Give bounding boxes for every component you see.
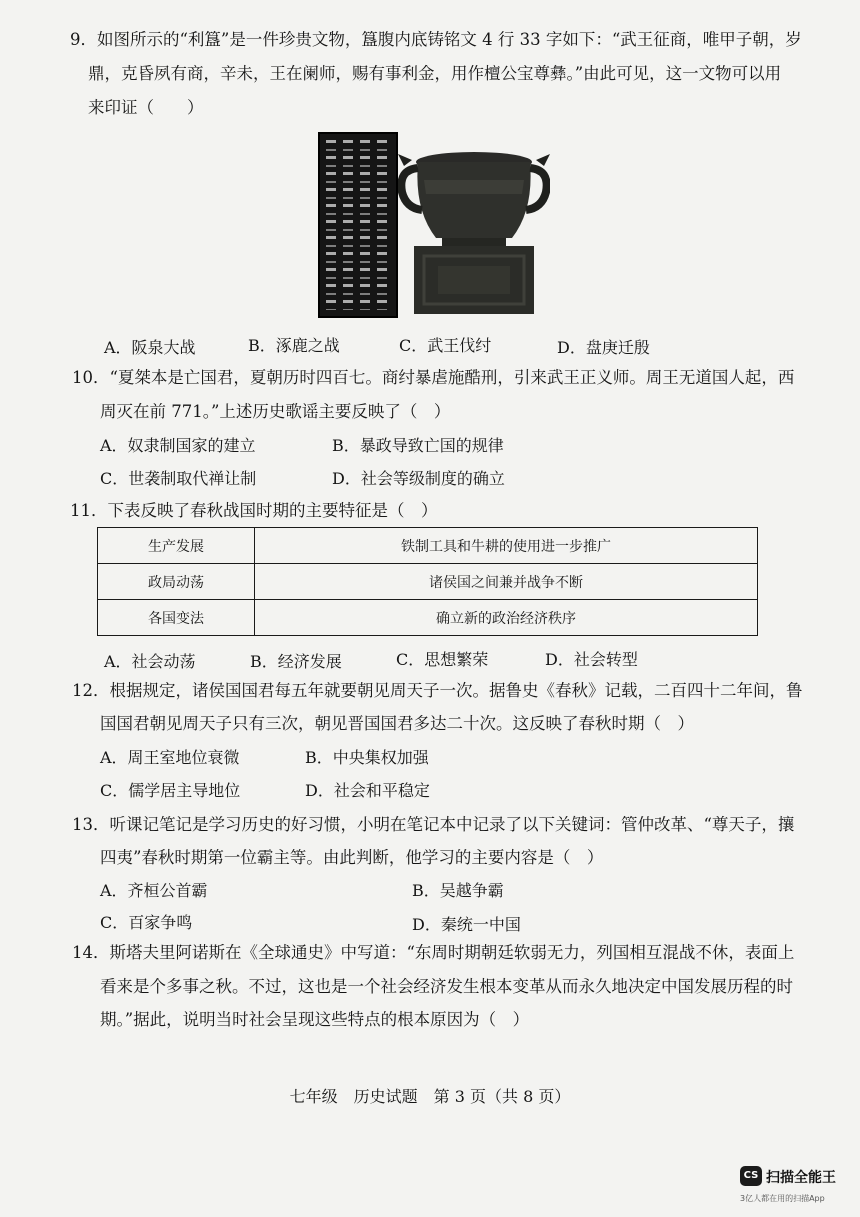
q10-option-c: C．世袭制取代禅让制 [100, 469, 257, 488]
q9-option-a: A．阪泉大战 [104, 338, 196, 357]
q12-option-a: A．周王室地位衰微 [100, 748, 240, 767]
q10-option-d: D．社会等级制度的确立 [332, 469, 505, 488]
inscription-rubbing-image [318, 132, 398, 318]
q9-option-b: B．涿鹿之战 [248, 336, 340, 355]
q10-line1: 10．“夏桀本是亡国君，夏朝历时四百七。商纣暴虐施酷刑，引来武王正义师。周王无道国人起，西 [72, 368, 795, 387]
li-gui-vessel-image [398, 150, 550, 316]
q13-option-a: A．齐桓公首霸 [100, 881, 208, 900]
q9-option-d: D．盘庚迁殷 [557, 338, 650, 357]
q9-line2: 鼎，克昏夙有商，辛未，王在阑师，赐有事利金，用作檀公宝尊彝。”由此可见，这一文物可以用 [88, 64, 782, 83]
q13-option-b: B．吴越争霸 [412, 881, 504, 900]
q14-line2: 看来是个多事之秋。不过，这也是一个社会经济发生根本变革从而永久地决定中国发展历程的时 [100, 977, 793, 996]
q11-option-c: C．思想繁荣 [396, 650, 489, 669]
q12-option-d: D．社会和平稳定 [305, 781, 430, 800]
table-cell: 政局动荡 [98, 564, 255, 600]
q13-option-d: D．秦统一中国 [412, 915, 521, 934]
watermark-app-name: 扫描全能王 [766, 1170, 836, 1186]
q12-option-c: C．儒学居主导地位 [100, 781, 241, 800]
table-cell: 确立新的政治经济秩序 [255, 600, 758, 636]
q12-line1: 12．根据规定，诸侯国国君每五年就要朝见周天子一次。据鲁史《春秋》记载，二百四十二年间，鲁 [72, 681, 803, 700]
q14-line1: 14．斯塔夫里阿诺斯在《全球通史》中写道：“东周时期朝廷软弱无力，列国相互混战不休，表面上 [72, 943, 795, 962]
q11-line1: 11．下表反映了春秋战国时期的主要特征是（ ） [70, 501, 438, 520]
table-cell: 生产发展 [98, 528, 255, 564]
q9-line1: 9．如图所示的“利簋”是一件珍贵文物，簋腹内底铸铭文 4 行 33 字如下：“武王征商，唯甲子朝，岁 [70, 30, 802, 49]
table-cell: 铁制工具和牛耕的使用进一步推广 [255, 528, 758, 564]
q11-option-d: D．社会转型 [545, 650, 638, 669]
q13-line2: 四夷”春秋时期第一位霸主等。由此判断，他学习的主要内容是（ ） [100, 848, 604, 867]
page-footer: 七年级 历史试题 第 3 页（共 8 页） [289, 1087, 571, 1106]
features-table [97, 527, 758, 636]
q10-option-b: B．暴政导致亡国的规律 [332, 436, 504, 455]
q9-line3: 来印证（ ） [88, 98, 204, 117]
q13-option-c: C．百家争鸣 [100, 913, 193, 932]
camscanner-logo-icon: CS [740, 1166, 762, 1186]
q10-line2: 周灭在前 771。”上述历史歌谣主要反映了（ ） [100, 402, 451, 421]
table-row [98, 600, 758, 636]
q11-option-a: A．社会动荡 [104, 652, 196, 671]
watermark-tagline: 3亿人都在用的扫描App [740, 1194, 825, 1203]
q11-option-b: B．经济发展 [250, 652, 342, 671]
table-row [98, 528, 758, 564]
q12-option-b: B．中央集权加强 [305, 748, 429, 767]
table-cell: 诸侯国之间兼并战争不断 [255, 564, 758, 600]
q10-option-a: A．奴隶制国家的建立 [100, 436, 256, 455]
q12-line2: 国国君朝见周天子只有三次，朝见晋国国君多达二十次。这反映了春秋时期（ ） [100, 714, 694, 733]
table-cell: 各国变法 [98, 600, 255, 636]
q13-line1: 13．听课记笔记是学习历史的好习惯，小明在笔记本中记录了以下关键词：管仲改革、“尊天子，攘 [72, 815, 795, 834]
q9-option-c: C．武王伐纣 [399, 336, 492, 355]
q14-line3: 期。”据此，说明当时社会呈现这些特点的根本原因为（ ） [100, 1010, 530, 1029]
table-row [98, 564, 758, 600]
